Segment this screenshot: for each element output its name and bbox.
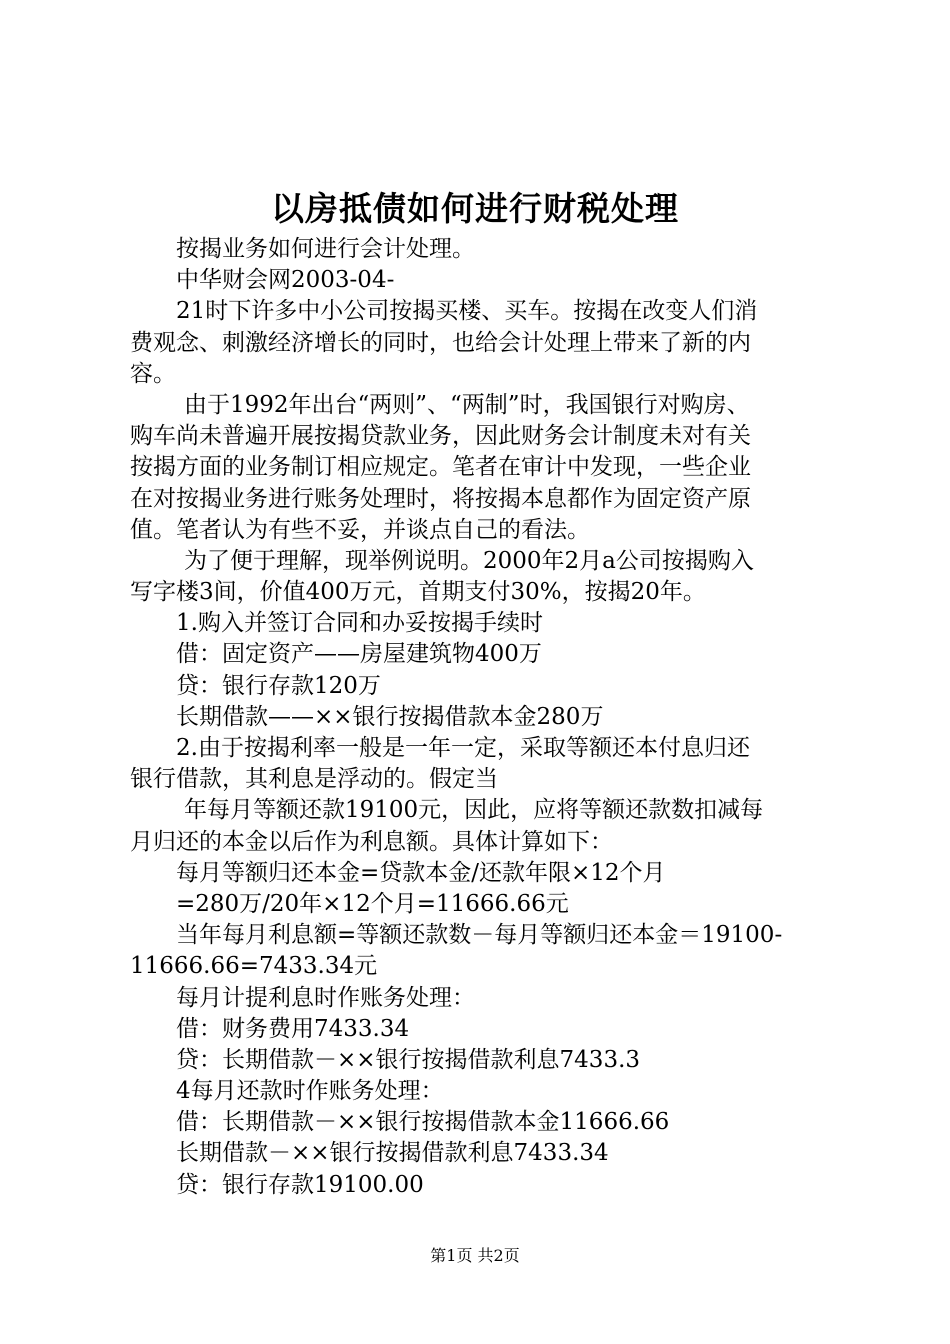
paragraph-line: 贷：银行存款19100.00 (176, 1171, 424, 1198)
document-body (130, 234, 830, 1201)
paragraph-line: 21时下许多中小公司按揭买楼、买车。按揭在改变人们消 (176, 298, 758, 325)
paragraph-line: 11666.66=7433.34元 (130, 953, 378, 980)
paragraph-line: 购车尚未普遍开展按揭贷款业务，因此财务会计制度未对有关 (130, 423, 751, 450)
paragraph-line: 借：固定资产——房屋建筑物400万 (176, 641, 542, 668)
paragraph-line: 容。 (130, 360, 176, 387)
paragraph-line: 借：长期借款－××银行按揭借款本金11666.66 (176, 1109, 670, 1136)
paragraph-line: 借：财务费用7433.34 (176, 1015, 410, 1042)
paragraph-line: 按揭方面的业务制订相应规定。笔者在审计中发现，一些企业 (130, 454, 751, 481)
paragraph-line: 在对按揭业务进行账务处理时，将按揭本息都作为固定资产原 (130, 485, 751, 512)
paragraph-line: 4每月还款时作账务处理： (176, 1078, 444, 1105)
paragraph-line: 年每月等额还款19100元，因此，应将等额还款数扣减每 (184, 797, 764, 824)
paragraph-line: 2.由于按揭利率一般是一年一定，采取等额还本付息归还 (176, 735, 750, 761)
paragraph-line: 长期借款－××银行按揭借款利息7433.34 (176, 1140, 609, 1167)
paragraph-line: 每月等额归还本金=贷款本金/还款年限×12个月 (176, 859, 666, 886)
paragraph-line: 月归还的本金以后作为利息额。具体计算如下： (130, 828, 613, 855)
paragraph-line: 当年每月利息额=等额还款数－每月等额归还本金＝19100- (176, 922, 783, 949)
page-footer: 第1页 共2页 (430, 1246, 520, 1265)
paragraph-line: 中华财会网2003-04- (176, 267, 395, 294)
paragraph-line: 1.购入并签订合同和办妥按揭手续时 (176, 610, 543, 637)
paragraph-line: 值。笔者认为有些不妥，并谈点自己的看法。 (130, 516, 590, 543)
paragraph-line: 按揭业务如何进行会计处理。 (176, 236, 475, 262)
paragraph-line: 费观念、刺激经济增长的同时，也给会计处理上带来了新的内 (130, 329, 751, 356)
paragraph-line: 长期借款——××银行按揭借款本金280万 (176, 703, 604, 730)
paragraph-line: 写字楼3间，价值400万元，首期支付30%，按揭20年。 (130, 579, 706, 606)
paragraph-line: 贷：长期借款－××银行按揭借款利息7433.3 (176, 1046, 641, 1073)
paragraph-line: 每月计提利息时作账务处理： (176, 984, 475, 1011)
paragraph-line: 银行借款，其利息是浮动的。假定当 (130, 766, 498, 793)
paragraph-line: 由于1992年出台“两则”、“两制”时，我国银行对购房、 (184, 391, 750, 418)
paragraph-line: =280万/20年×12个月=11666.66元 (176, 890, 569, 917)
paragraph-line: 贷：银行存款120万 (176, 672, 381, 699)
paragraph-line: 为了便于理解，现举例说明。2000年2月a公司按揭购入 (184, 547, 754, 574)
document-title: 以房抵债如何进行财税处理 (271, 189, 679, 228)
